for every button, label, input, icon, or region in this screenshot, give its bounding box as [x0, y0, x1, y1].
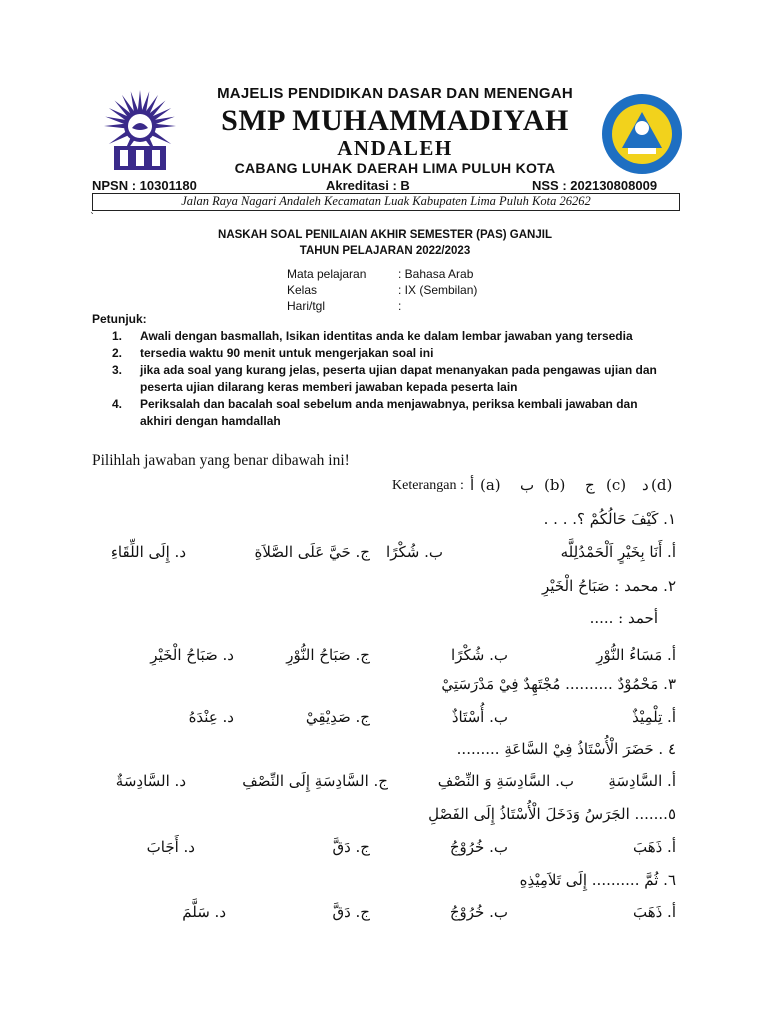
- key-dal: د: [642, 476, 649, 494]
- meta-label-subject: Mata pelajaran: [287, 267, 367, 281]
- q3-option-c: ج. صَدِيْقِيْ: [305, 708, 370, 726]
- instruction-item: 3. jika ada soal yang kurang jelas, peserta ujian dapat menanyakan pada pengawas ujian dan peserta ujian dilarang keras memberi jawaban kepada peserta lain: [112, 363, 657, 394]
- q4-option-b: ب. السَّادِسَةِ وَ النِّصْفِ: [437, 772, 574, 790]
- school-address: Jalan Raya Nagari Andaleh Kecamatan Luak Kabupaten Lima Puluh Kota 26262: [92, 193, 680, 211]
- q6-option-b: ب. خُرُوْجُ: [449, 903, 508, 921]
- school-place: ANDALEH: [337, 136, 453, 160]
- nss-text: NSS : 202130808009: [532, 178, 658, 193]
- council-name: MAJELIS PENDIDIKAN DASAR DAN MENENGAH: [217, 85, 573, 102]
- q6-option-a: أ. ذَهَبَ: [632, 903, 676, 921]
- question-instruction: Pilihlah jawaban yang benar dibawah ini!: [92, 452, 350, 469]
- npsn-text: NPSN : 10301180: [92, 178, 197, 193]
- q3-option-d: د. عِنْدَهُ: [188, 708, 234, 726]
- q1-option-c: ج. حَيَّ عَلَى الصَّلاَةِ: [254, 543, 370, 561]
- meta-label-class: Kelas: [287, 283, 318, 297]
- q5-option-b: ب. خُرُوْجُ: [449, 838, 508, 856]
- muhammadiyah-logo: [92, 88, 188, 174]
- key-label: Keterangan :: [392, 478, 464, 493]
- key-ba: ب: [520, 476, 535, 494]
- q1-option-a: أ. أَنَا بِخَيْرٍ اَلْحَمْدُلِلَّه: [560, 543, 676, 561]
- q3-option-a: أ. تِلْمِيْذٌ: [632, 708, 676, 726]
- school-branch: CABANG LUHAK DAERAH LIMA PULUH KOTA: [234, 160, 556, 176]
- q4-option-d: د. السَّادِسَةٌ: [115, 772, 186, 790]
- instruction-item: 4. Periksalah dan bacalah soal sebelum anda menjawabnya, periksa kembali jawaban dan akhiri dengan hamdallah: [112, 397, 638, 428]
- question-1: ١. كَيْفَ حَالُكُمْ ؟. . . .: [543, 510, 676, 528]
- question-6: ٦. ثُمَّ .......... إِلَى تَلاَمِيْذِهِ: [519, 871, 676, 889]
- q2-option-b: ب. شُكْرًا: [451, 646, 508, 664]
- academic-year: TAHUN PELAJARAN 2022/2023: [299, 245, 471, 257]
- key-c: (c): [606, 476, 627, 494]
- meta-value-date: :: [398, 299, 402, 313]
- q5-option-d: د. أَجَابَ: [146, 838, 195, 856]
- meta-label-date: Hari/tgl: [287, 299, 326, 313]
- key-a: (a): [480, 476, 501, 494]
- q5-option-a: أ. ذَهَبَ: [632, 838, 676, 856]
- q5-option-c: ج. دَقَّ: [332, 838, 370, 856]
- question-2-reply: أحمد : .....: [589, 609, 658, 627]
- accreditation-text: Akreditasi : B: [326, 178, 410, 193]
- q1-option-b: ب. شُكْرًا: [386, 543, 443, 561]
- meta-value-class: : IX (Sembilan): [398, 283, 478, 297]
- tut-wuri-handayani-logo: [600, 92, 684, 176]
- question-3: ٣. مَحْمُوْدٌ .......... مُجْتَهِدٌ فِيْ مَدْرَسَتِيْ: [441, 675, 676, 693]
- question-5: ٥....... الجَرَسُ وَدَخَلَ الْأُسْتَاذُ إِلَى الفَصْلِ: [428, 805, 676, 823]
- instructions-list: [112, 328, 672, 430]
- stray-mark: `: [90, 212, 95, 223]
- q2-option-d: د. صَبَاحُ الْخَيْرِ: [150, 646, 234, 664]
- exam-title: NASKAH SOAL PENILAIAN AKHIR SEMESTER (PAS) GANJIL: [218, 229, 552, 241]
- q2-option-c: ج. صَبَاحُ النُّوْرِ: [286, 646, 370, 664]
- q6-option-d: د. سَلَّمَ: [182, 903, 226, 921]
- question-4: ٤ . حَضَرَ الْأُسْتَاذُ فِيْ السَّاعَةِ .........: [456, 740, 676, 758]
- q4-option-a: أ. السَّادِسَةِ: [608, 772, 676, 790]
- q6-option-c: ج. دَقَّ: [332, 903, 370, 921]
- instructions-heading: Petunjuk:: [92, 312, 147, 326]
- q4-option-c: ج. السَّادِسَةِ إِلَى النِّصْفِ: [242, 772, 388, 790]
- q2-option-a: أ. مَسَاءُ النُّوْرِ: [596, 646, 676, 664]
- meta-value-subject: : Bahasa Arab: [398, 267, 474, 281]
- q1-option-d: د. إِلَى اللِّقَاءِ: [110, 543, 186, 561]
- question-2: ٢. محمد : صَبَاحُ الْخَيْرِ: [542, 577, 676, 595]
- instruction-item: 2. tersedia waktu 90 menit untuk mengerjakan soal ini: [112, 346, 434, 360]
- q3-option-b: ب. أُسْتَاذٌ: [451, 708, 508, 726]
- key-jim: ج: [585, 476, 595, 494]
- school-name: SMP MUHAMMADIYAH: [221, 104, 569, 137]
- instruction-item: 1. Awali dengan basmallah, Isikan identitas anda ke dalam lembar jawaban yang tersedia: [112, 329, 633, 343]
- key-d: (d): [651, 476, 673, 494]
- key-b: (b): [544, 476, 566, 494]
- key-alif: أ: [470, 476, 475, 494]
